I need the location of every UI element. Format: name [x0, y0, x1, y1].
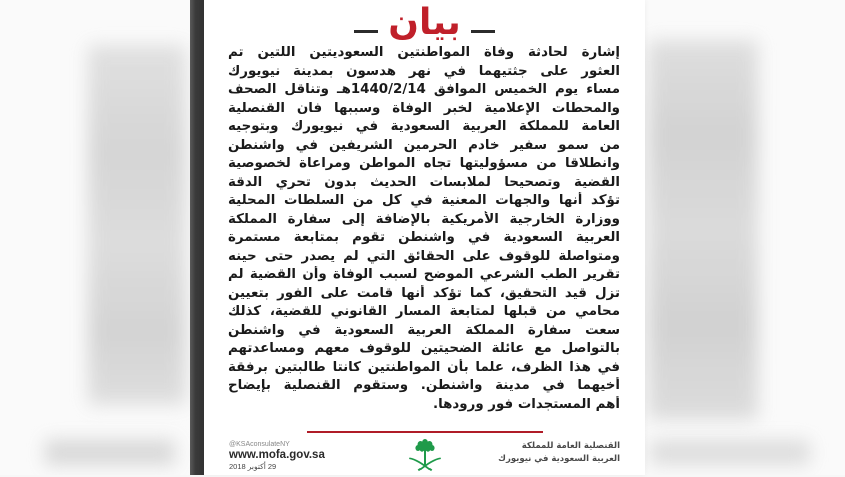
- twitter-handle: @KSAconsulateNY: [229, 441, 290, 448]
- consulate-name-line: القنصلية العامة للمملكة: [521, 441, 620, 451]
- blurred-background-right: [648, 40, 758, 420]
- body-line: أهم المستجدات فور ورودها.: [433, 396, 620, 412]
- body-line: تقرير الطب الشرعي الموضح لسبب الوفاة وأن القضية لم: [228, 267, 620, 282]
- body-line: ومتواصلة للوقوف على الحقائق التي لم يصدر حتى حينه: [228, 248, 620, 264]
- title-row: [204, 2, 645, 44]
- blurred-background-left: [88, 45, 186, 405]
- website-link: www.mofa.gov.sa: [229, 449, 325, 461]
- body-line: القضية وتصحيحا لملابسات الحديث بدون تحري الدقة: [228, 174, 620, 190]
- statement-date: 29 أكتوبر 2018: [229, 462, 277, 471]
- statement-body: [228, 44, 620, 414]
- body-line: أخيهما في مدينة واشنطن. وستقوم القنصلية بإيضاح: [228, 378, 620, 393]
- body-line: تؤكد أنها والجهات المعنية في كل من السلطات المحلية: [228, 193, 620, 208]
- body-line: العثور على جثتيهما في نهر هدسون بمدينة نيويورك: [228, 63, 620, 79]
- title-dash-right: [471, 30, 495, 33]
- body-line: تزل قيد التحقيق، كما تؤكد أنها قامت على الفور بتعيين: [228, 285, 620, 301]
- body-line: إشارة لحادثة وفاة المواطنتين السعوديتين اللتين تم: [228, 45, 620, 60]
- dark-edge-band: [190, 0, 204, 475]
- red-divider: [307, 431, 543, 433]
- body-line: ووزارة الخارجية الأمريكية بالإضافة إلى سفارة المملكة: [228, 211, 620, 227]
- title-dash-left: [354, 30, 378, 33]
- body-line: العامة للمملكة العربية السعودية في نيويورك وبتوجيه: [228, 119, 620, 134]
- body-line: بالتواصل مع عائلة الضحيتين للوقوف معهم ومساعدتهم: [228, 341, 620, 356]
- body-line: من سمو سفير خادم الحرمين الشريفين في واشنطن: [228, 137, 620, 153]
- body-line: العربية السعودية في واشنطن تقوم بمتابعة مستمرة: [228, 230, 620, 245]
- body-line: والمحطات الإعلامية لخبر الوفاة وسببها فان القنصلية: [228, 100, 620, 116]
- consulate-name: [480, 440, 620, 466]
- saudi-emblem-icon: [405, 437, 445, 473]
- body-line: محامي من قبلها لمتابعة المسار القانوني للقضية، كذلك: [228, 304, 620, 319]
- blurred-background-left-footer: [45, 440, 175, 465]
- consulate-name-line: العربية السعودية في نيويورك: [498, 454, 620, 464]
- statement-title: بيان: [388, 2, 461, 43]
- statement-card: [204, 0, 645, 475]
- footer-contact: [229, 440, 339, 472]
- body-line: سعت سفارة المملكة العربية السعودية في واشنطن: [228, 322, 620, 338]
- body-line: في هذا الظرف، علما بأن المواطنتين كانتا طالبتين برفقة: [228, 359, 620, 375]
- body-line: وانطلاقا من مسؤوليتها تجاه المواطن ومراعاة لخصوصية: [228, 156, 620, 171]
- body-line: مساء يوم الخميس الموافق 1440/2/14هـ وتناقل الصحف: [228, 82, 620, 97]
- blurred-background-right-footer: [650, 440, 810, 465]
